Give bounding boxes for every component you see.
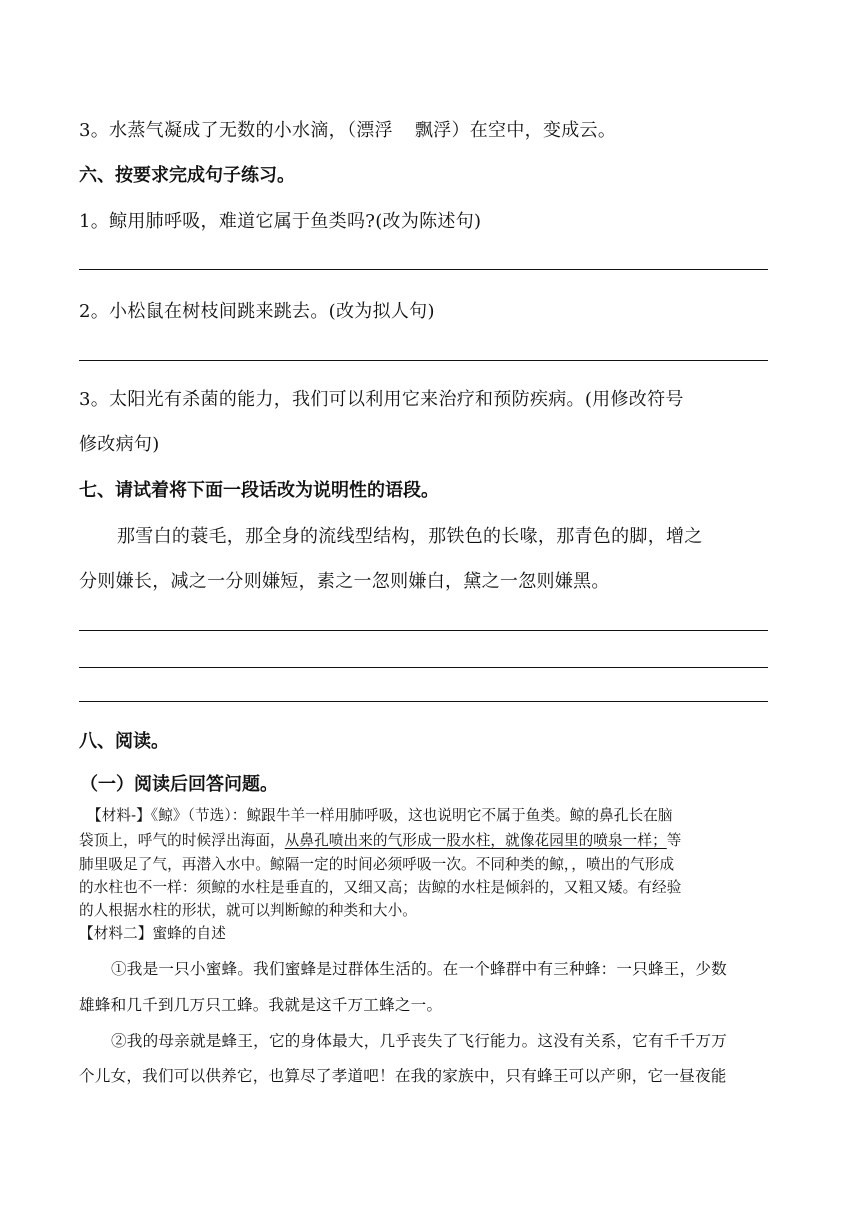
material-2-line-2: 雄蜂和几千到几万只工蜂。我就是这千万工蜂之一。 [79,996,443,1014]
section-6-item-2: 2。小松鼠在树枝间跳来跳去。(改为拟人句) [79,301,435,322]
material-1-line-2 [79,829,681,850]
section-6-item-3: 3。太阳光有杀菌的能力，我们可以利用它来治疗和预防疾病。(用修改符号 [79,389,684,410]
answer-line-7-1[interactable] [79,630,768,631]
answer-line-6-1[interactable] [79,269,768,270]
material-2-title: 【材料二】蜜蜂的自述 [79,925,226,942]
section-7-title: 七、请试着将下面一段话改为说明性的语段。 [79,480,439,501]
section-6-item-1: 1。鲸用肺呼吸，难道它属于鱼类吗?(改为陈述句) [79,211,482,232]
q5-item-3-before: 3。水蒸气凝成了无数的小水滴，（漂浮 [79,120,393,141]
section-7-passage-line-2: 分则嫌长，减之一分则嫌短，素之一忽则嫌白，黛之一忽则嫌黑。 [79,571,610,592]
section-7-passage-line-1: 那雪白的蓑毛，那全身的流线型结构，那铁色的长喙，那青色的脚，增之 [117,526,703,547]
section-6-title: 六、按要求完成句子练习。 [79,165,295,186]
section-8-title: 八、阅读。 [79,731,169,752]
material-2-line-3: ②我的母亲就是蜂王，它的身体最大，几乎丧失了飞行能力。这没有关系，它有千千万万 [111,1032,727,1050]
section-6-item-3-cont: 修改病句) [79,434,160,455]
answer-line-7-2[interactable] [79,667,768,668]
section-8-subtitle: （一）阅读后回答问题。 [80,774,278,795]
material-1-line-2-plain: 袋顶上，呼气的时候浮出海面， [79,832,285,849]
material-1-line-1: 【材料-】《鲸》（节选）：鲸跟牛羊一样用肺呼吸，这也说明它不属于鱼类。鲸的鼻孔长在脑 [87,807,673,824]
material-2-line-1: ①我是一只小蜜蜂。我们蜜蜂是过群体生活的。在一个蜂群中有三种蜂：一只蜂王，少数 [111,960,727,978]
material-1-underlined-sentence: 从鼻孔喷出来的气形成一股水柱，就像花园里的喷泉一样； [284,832,667,849]
material-1-line-2-end: 等 [666,832,682,849]
material-2-line-4: 个儿女，我们可以供养它，也算尽了孝道吧！在我的家族中，只有蜂王可以产卵，它一昼夜能 [79,1067,727,1085]
material-1-line-4: 的水柱也不一样：须鲸的水柱是垂直的，又细又高；齿鲸的水柱是倾斜的，又粗又矮。有经验 [79,879,682,896]
q5-item-3-after: 飘浮）在空中，变成云。 [414,120,617,141]
material-1-line-3: 肺里吸足了气，再潜入水中。鲸隔一定的时间必须呼吸一次。不同种类的鲸，，喷出的气形成 [79,856,675,873]
q5-item-3 [79,116,616,142]
answer-line-7-3[interactable] [79,701,768,702]
material-1-line-5: 的人根据水柱的形状，就可以判断鲸的种类和大小。 [79,902,417,919]
answer-line-6-2[interactable] [79,360,768,361]
